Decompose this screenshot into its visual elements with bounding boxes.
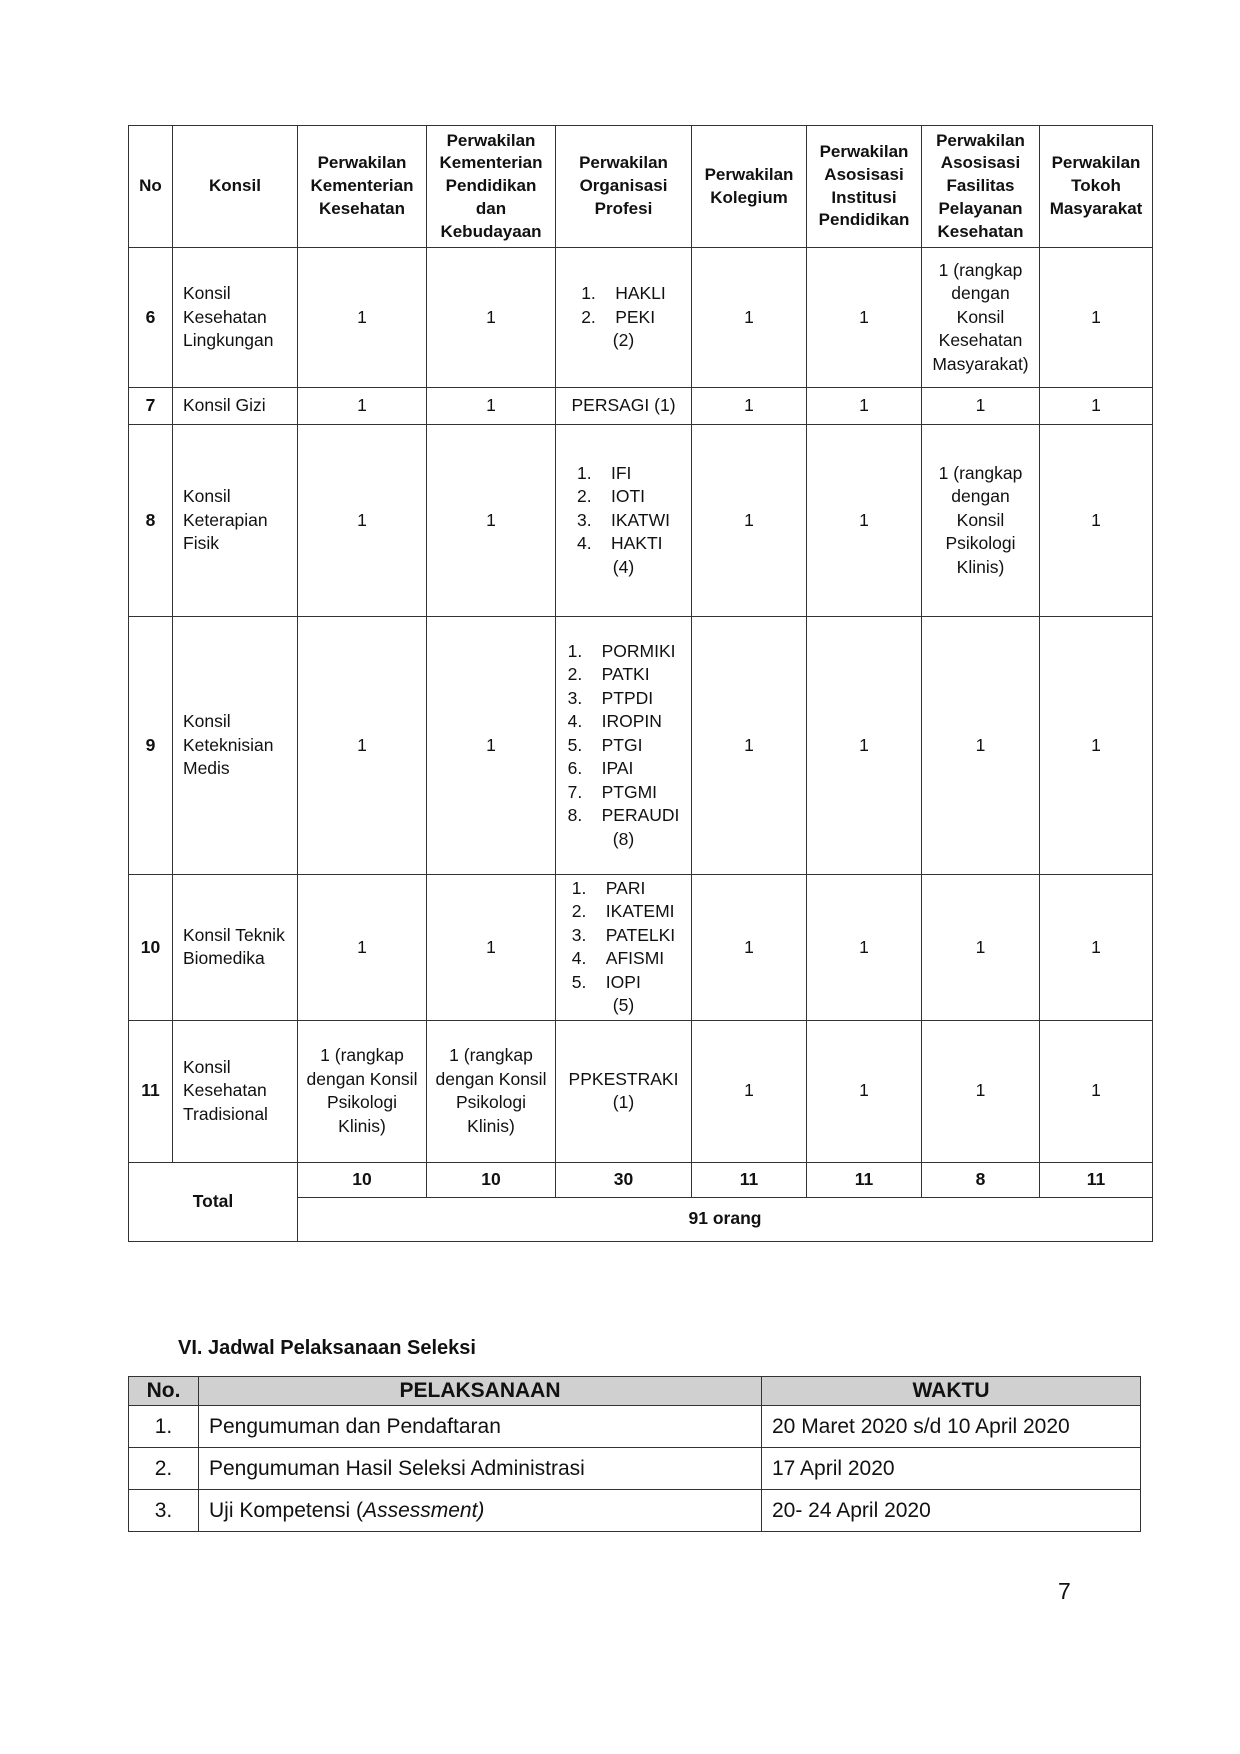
header-organisasi: Perwakilan Organisasi Profesi <box>556 126 692 248</box>
table-row <box>129 388 1153 425</box>
header-institusi: Perwakilan Asosisasi Institusi Pendidikan <box>807 126 922 248</box>
row-tokoh: 1 <box>1040 1020 1153 1162</box>
list-item: 2. IOTI <box>577 486 646 507</box>
row-kolegium: 1 <box>692 388 807 425</box>
row-konsil: Konsil Keteknisian Medis <box>173 617 298 875</box>
schedule-pelaksanaan: Pengumuman Hasil Seleksi Administrasi <box>199 1448 762 1490</box>
row-no: 9 <box>129 617 173 875</box>
schedule-table <box>128 1376 1141 1532</box>
total-tokoh: 11 <box>1040 1162 1153 1197</box>
total-fasyankes: 8 <box>922 1162 1040 1197</box>
row-no: 10 <box>129 875 173 1021</box>
schedule-waktu: 17 April 2020 <box>762 1448 1141 1490</box>
page-number: 7 <box>1058 1578 1071 1604</box>
row-fasyankes: 1 (rangkap dengan Konsil Kesehatan Masyarakat) <box>922 248 1040 388</box>
org-list <box>577 462 670 556</box>
schedule-pelaksanaan <box>199 1490 762 1532</box>
row-institusi: 1 <box>807 388 922 425</box>
list-item: 3. PTPDI <box>567 687 654 708</box>
list-item: 4. IROPIN <box>567 711 662 732</box>
header-kolegium: Perwakilan Kolegium <box>692 126 807 248</box>
list-item: 8. PERAUDI <box>567 805 680 826</box>
org-list <box>572 877 675 994</box>
schedule-waktu: 20 Maret 2020 s/d 10 April 2020 <box>762 1406 1141 1448</box>
row-fasyankes: 1 <box>922 388 1040 425</box>
org-list <box>581 282 666 329</box>
row-organisasi <box>556 875 692 1021</box>
list-item: 7. PTGMI <box>567 781 658 802</box>
org-total: (2) <box>612 330 635 351</box>
row-no: 7 <box>129 388 173 425</box>
header-waktu: WAKTU <box>762 1377 1141 1406</box>
row-no: 11 <box>129 1020 173 1162</box>
table-row <box>129 617 1153 875</box>
row-organisasi: PERSAGI (1) <box>556 388 692 425</box>
row-kemenkes: 1 <box>298 425 427 617</box>
org-total: (4) <box>612 556 635 577</box>
row-tokoh: 1 <box>1040 425 1153 617</box>
list-item: 2. PEKI <box>581 306 656 327</box>
table-row <box>129 875 1153 1021</box>
header-row <box>129 126 1153 248</box>
row-institusi: 1 <box>807 875 922 1021</box>
pelaksanaan-italic: Assessment) <box>363 1498 485 1522</box>
row-kolegium: 1 <box>692 425 807 617</box>
header-pelaksanaan: PELAKSANAAN <box>199 1377 762 1406</box>
row-kemendikbud: 1 <box>427 425 556 617</box>
schedule-header-row <box>129 1377 1141 1406</box>
list-item: 1. PARI <box>571 878 646 898</box>
list-item: 4. AFISMI <box>571 948 665 969</box>
row-fasyankes: 1 <box>922 875 1040 1021</box>
row-institusi: 1 <box>807 617 922 875</box>
list-item: 4. HAKTI <box>577 533 663 554</box>
org-total: (8) <box>612 828 635 849</box>
row-organisasi <box>556 617 692 875</box>
list-item: 1. HAKLI <box>581 283 666 304</box>
row-konsil: Konsil Keterapian Fisik <box>173 425 298 617</box>
list-item: 1. PORMIKI <box>567 641 676 662</box>
row-no: 8 <box>129 425 173 617</box>
row-kolegium: 1 <box>692 617 807 875</box>
total-kemendikbud: 10 <box>427 1162 556 1197</box>
list-item: 3. IKATWI <box>577 509 670 530</box>
table-row <box>129 1448 1141 1490</box>
row-kemenkes: 1 <box>298 388 427 425</box>
header-fasyankes: Perwakilan Asosisasi Fasilitas Pelayanan Kesehatan <box>922 126 1040 248</box>
row-konsil: Konsil Kesehatan Lingkungan <box>173 248 298 388</box>
row-kemendikbud: 1 <box>427 388 556 425</box>
row-organisasi: PPKESTRAKI (1) <box>556 1020 692 1162</box>
section-title: VI. Jadwal Pelaksanaan Seleksi <box>178 1337 476 1359</box>
total-kemenkes: 10 <box>298 1162 427 1197</box>
row-organisasi <box>556 248 692 388</box>
row-fasyankes: 1 <box>922 1020 1040 1162</box>
row-institusi: 1 <box>807 248 922 388</box>
list-item: 2. IKATEMI <box>571 901 675 922</box>
row-kolegium: 1 <box>692 1020 807 1162</box>
row-kolegium: 1 <box>692 875 807 1021</box>
header-kemendikbud: Perwakilan Kementerian Pendidikan dan Kebudayaan <box>427 126 556 248</box>
list-item: 5. PTGI <box>567 734 643 755</box>
total-row <box>129 1162 1153 1197</box>
table-row <box>129 1490 1141 1532</box>
row-kemenkes: 1 (rangkap dengan Konsil Psikologi Klinis) <box>298 1020 427 1162</box>
total-institusi: 11 <box>807 1162 922 1197</box>
row-kemendikbud: 1 <box>427 875 556 1021</box>
row-fasyankes: 1 <box>922 617 1040 875</box>
row-konsil: Konsil Teknik Biomedika <box>173 875 298 1021</box>
header-no: No. <box>129 1377 199 1406</box>
header-tokoh: Perwakilan Tokoh Masyarakat <box>1040 126 1153 248</box>
schedule-pelaksanaan: Pengumuman dan Pendaftaran <box>199 1406 762 1448</box>
total-organisasi: 30 <box>556 1162 692 1197</box>
row-tokoh: 1 <box>1040 388 1153 425</box>
konsil-representatives-table <box>128 125 1153 1242</box>
row-kemenkes: 1 <box>298 617 427 875</box>
row-kemendikbud: 1 (rangkap dengan Konsil Psikologi Klinis) <box>427 1020 556 1162</box>
row-no: 6 <box>129 248 173 388</box>
row-fasyankes: 1 (rangkap dengan Konsil Psikologi Klinis) <box>922 425 1040 617</box>
table-row <box>129 425 1153 617</box>
schedule-no: 2. <box>129 1448 199 1490</box>
schedule-no: 3. <box>129 1490 199 1532</box>
table-row <box>129 248 1153 388</box>
table-row <box>129 1020 1153 1162</box>
row-tokoh: 1 <box>1040 617 1153 875</box>
header-no: No <box>129 126 173 248</box>
row-institusi: 1 <box>807 1020 922 1162</box>
schedule-waktu: 20- 24 April 2020 <box>762 1490 1141 1532</box>
row-kemendikbud: 1 <box>427 617 556 875</box>
pelaksanaan-text: Uji Kompetensi ( <box>209 1498 364 1522</box>
list-item: 2. PATKI <box>567 664 650 685</box>
row-kemenkes: 1 <box>298 248 427 388</box>
row-konsil: Konsil Kesehatan Tradisional <box>173 1020 298 1162</box>
schedule-no: 1. <box>129 1406 199 1448</box>
org-list <box>568 640 680 828</box>
row-kolegium: 1 <box>692 248 807 388</box>
row-tokoh: 1 <box>1040 875 1153 1021</box>
row-institusi: 1 <box>807 425 922 617</box>
row-organisasi <box>556 425 692 617</box>
list-item: 5. IOPI <box>571 971 641 992</box>
list-item: 3. PATELKI <box>571 924 676 945</box>
total-kolegium: 11 <box>692 1162 807 1197</box>
row-konsil: Konsil Gizi <box>173 388 298 425</box>
row-kemenkes: 1 <box>298 875 427 1021</box>
header-kemenkes: Perwakilan Kementerian Kesehatan <box>298 126 427 248</box>
list-item: 1. IFI <box>577 462 632 483</box>
org-total: (5) <box>612 995 635 1016</box>
grand-total: 91 orang <box>298 1197 1153 1241</box>
header-konsil: Konsil <box>173 126 298 248</box>
row-kemendikbud: 1 <box>427 248 556 388</box>
table-row <box>129 1406 1141 1448</box>
list-item: 6. IPAI <box>567 758 634 779</box>
row-tokoh: 1 <box>1040 248 1153 388</box>
total-label: Total <box>129 1162 298 1241</box>
